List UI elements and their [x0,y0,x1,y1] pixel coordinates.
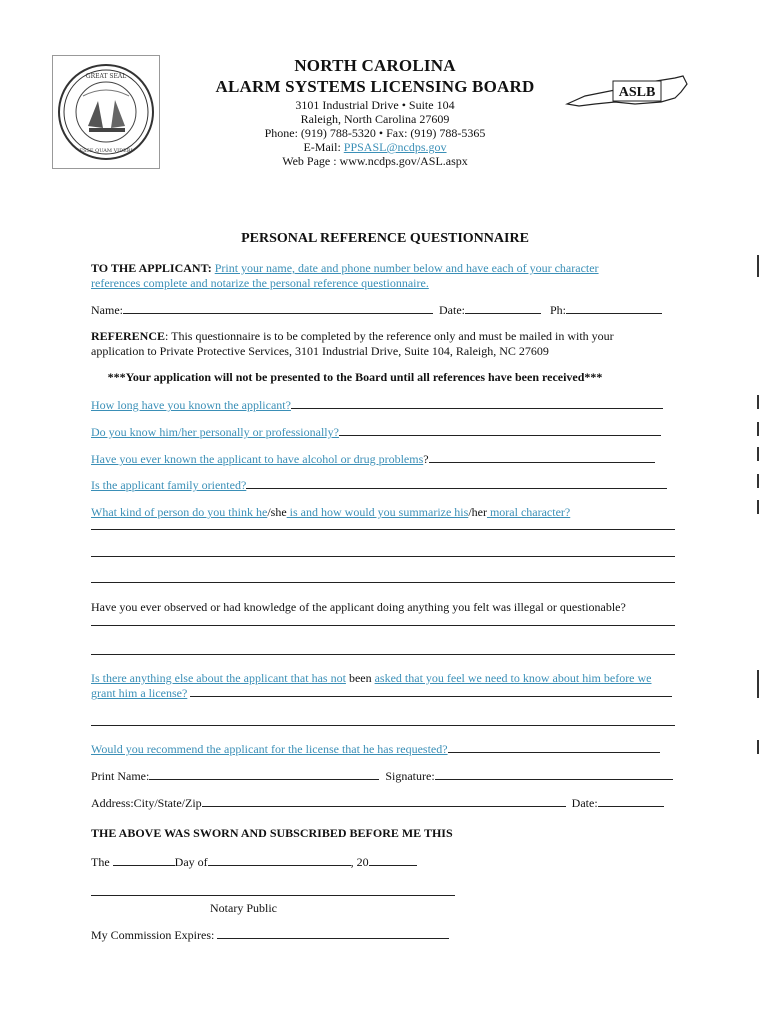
to-applicant-text-2: references complete and notarize the personal reference questionnaire. [91,276,429,290]
address-field[interactable] [202,796,566,807]
question-7-part-c: not [327,671,346,685]
state-seal-icon [53,56,159,168]
date-label: Date: [439,303,465,317]
margin-mark-1 [757,255,759,277]
answer-5-line-1[interactable] [91,529,675,530]
margin-mark-4 [757,447,759,461]
question-5 [91,505,570,520]
name-label: Name: [91,303,123,317]
answer-7-line-2[interactable] [91,725,675,726]
svg-text:ESSE QUAM VIDERI: ESSE QUAM VIDERI [79,148,133,154]
answer-6-line-2[interactable] [91,654,675,655]
to-applicant-line-2 [91,276,429,291]
date2-label: Date: [571,796,598,810]
question-5-part-c: is and how would you summarize his [286,505,469,519]
notice: ***Your application will not be presented to the Board until all references have been received*** [107,370,603,384]
signature-field[interactable] [435,769,673,780]
question-2 [91,425,661,440]
year-field[interactable] [369,855,417,866]
question-7-line-2 [91,686,672,701]
margin-mark-6 [757,500,759,514]
answer-3-field[interactable] [429,452,655,463]
print-sign-row [91,769,673,784]
to-applicant-line-1 [91,261,599,276]
question-7-part-f: grant him a license? [91,686,188,700]
address-date-row [91,796,664,811]
reference-label: REFERENCE [91,329,166,343]
question-3-text: Have you ever known the applicant to have alcohol or drug problems [91,452,424,466]
signature-label: Signature: [385,769,435,783]
answer-5-line-2[interactable] [91,556,675,557]
question-8 [91,742,660,757]
date-field[interactable] [465,303,541,314]
email-line [200,140,550,155]
year-label: , 20 [350,855,369,869]
reference-text-2: application to Private Protective Services, 3101 Industrial Drive, Suite 104, Raleigh, NC 27609 [91,344,549,358]
form-title: PERSONAL REFERENCE QUESTIONNAIRE [241,231,529,246]
question-7-part-a: Is there anything else about the applicant that [91,671,309,685]
margin-mark-5 [757,474,759,488]
commission-field[interactable] [217,928,449,939]
print-name-label: Print Name: [91,769,150,783]
phone-field[interactable] [566,303,662,314]
day-field[interactable] [113,855,175,866]
margin-mark-3 [757,422,759,436]
answer-2-field[interactable] [339,425,661,436]
the-label: The [91,855,113,869]
question-2-text: Do you know him/her personally or professionally? [91,425,339,439]
question-5-part-e: moral character? [486,505,571,519]
aslb-logo-text: ASLB [618,85,656,100]
reference-text-1: : This questionnaire is to be completed by the reference only and must be mailed in with your [165,329,614,343]
notary-public-label: Notary Public [210,901,277,915]
email-prefix: E-Mail: [303,140,344,154]
question-4-text: Is the applicant family oriented? [91,478,247,492]
state-seal [52,55,160,169]
question-5-part-d: /her [468,505,487,519]
date2-field[interactable] [598,796,664,807]
email-link[interactable]: PPSASL@ncdps.gov [343,140,447,154]
name-date-phone-row [91,303,662,318]
board-name: ALARM SYSTEMS LICENSING BOARD [215,77,535,96]
day-of-label: Day of [174,855,208,869]
question-7-part-e: asked that you feel we need to know about him before we [374,671,652,685]
question-1 [91,398,663,413]
answer-4-field[interactable] [246,478,667,489]
question-3-end: ? [423,452,429,466]
web-page: Web Page : www.ncdps.gov/ASL.aspx [282,154,468,168]
nc-map-icon [565,72,690,112]
answer-6-line-1[interactable] [91,625,675,626]
question-1-text: How long have you known the applicant? [91,398,291,412]
phone-label: Ph: [550,303,567,317]
notary-signature-line[interactable] [91,895,455,896]
answer-7-field[interactable] [190,686,672,697]
question-4 [91,478,667,493]
print-name-field[interactable] [149,769,379,780]
question-7-part-b: has [308,671,328,685]
question-8-text: Would you recommend the applicant for the license that he has requested? [91,742,448,756]
question-6-text: Have you ever observed or had knowledge of the applicant doing anything you felt was illegal or questionable? [91,600,626,614]
question-5-part-b: /she [267,505,287,519]
day-of-row [91,855,417,870]
question-7-line-1 [91,671,652,686]
question-7-part-d: been [345,671,375,685]
margin-mark-8 [757,740,759,754]
svg-text:GREAT SEAL: GREAT SEAL [85,73,127,80]
margin-mark-7 [757,670,759,698]
commission-row [91,928,449,943]
to-applicant-text-1: Print your name, date and phone number below and have each of your character [214,261,599,275]
reference-line-1 [91,329,614,344]
sworn-statement: THE ABOVE WAS SWORN AND SUBSCRIBED BEFORE ME THIS [91,826,453,840]
address-label: Address:City/State/Zip [91,796,202,810]
address-line-1: 3101 Industrial Drive • Suite 104 [295,98,455,112]
commission-label: My Commission Expires: [91,928,218,942]
answer-5-line-3[interactable] [91,582,675,583]
month-field[interactable] [208,855,351,866]
answer-8-field[interactable] [448,742,660,753]
address-line-2: Raleigh, North Carolina 27609 [300,112,450,126]
nc-state-logo [565,72,690,112]
state-name: NORTH CAROLINA [294,56,456,75]
question-3 [91,452,655,467]
answer-1-field[interactable] [291,398,663,409]
question-5-part-a: What kind of person do you think he [91,505,268,519]
to-applicant-label: TO THE APPLICANT: [91,261,212,275]
phone-fax: Phone: (919) 788-5320 • Fax: (919) 788-5365 [264,126,486,140]
margin-mark-2 [757,395,759,409]
name-field[interactable] [123,303,433,314]
